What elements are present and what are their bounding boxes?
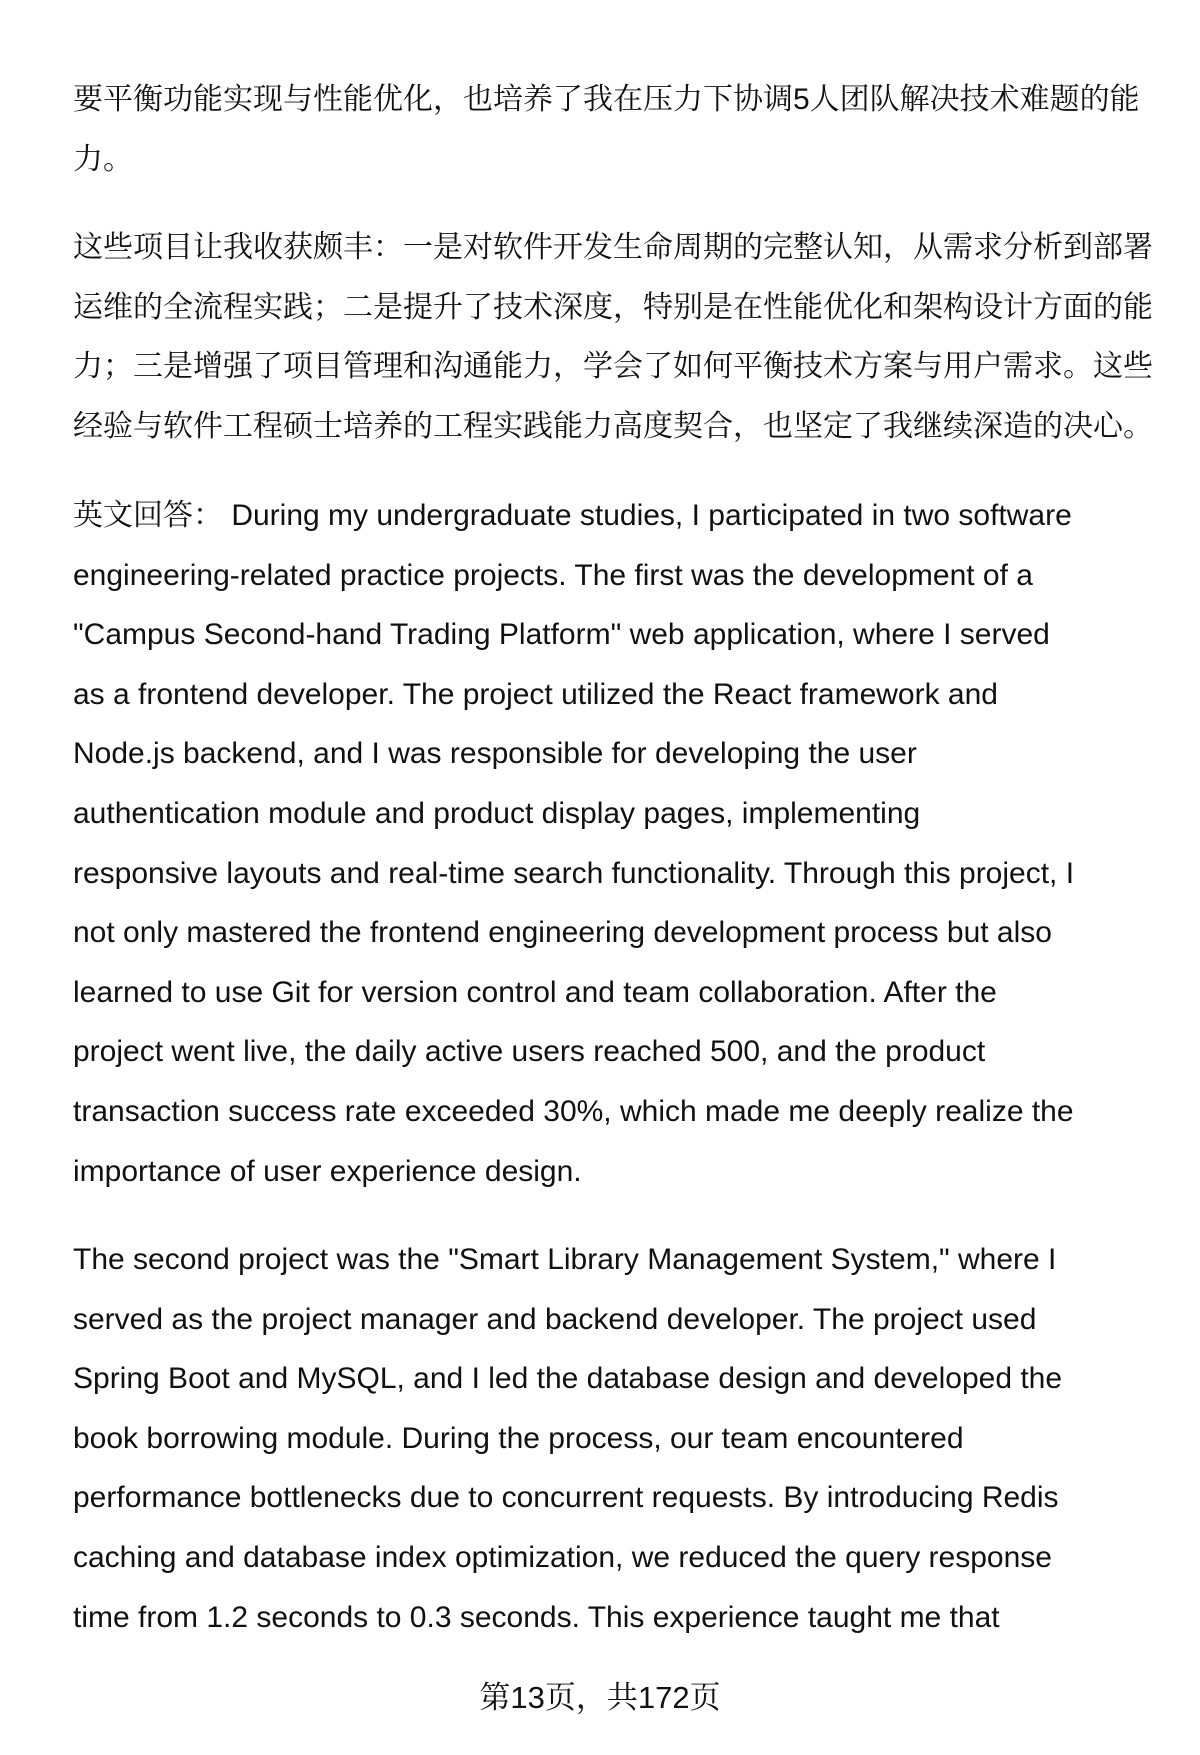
- text-line: 要平衡功能实现与性能优化，也培养了我在压力下协调5人团队解决技术难题的能: [73, 83, 1140, 116]
- text-line: served as the project manager and backend developer. The project used: [73, 1302, 1037, 1336]
- text-line: responsive layouts and real-time search functionality. Through this project, I: [73, 856, 1075, 890]
- paragraph-english-answer: [73, 486, 1173, 1201]
- text-line: "Campus Second-hand Trading Platform" web application, where I served: [73, 618, 1050, 652]
- paragraph-1: [73, 70, 1173, 189]
- text-line: not only mastered the frontend engineering development process but also: [73, 916, 1052, 950]
- text-line: authentication module and product display pages, implementing: [73, 796, 921, 830]
- text-line: learned to use Git for version control and team collaboration. After the: [73, 975, 997, 1009]
- paragraph-second-project: [73, 1230, 1173, 1647]
- text-line: Node.js backend, and I was responsible for developing the user: [73, 737, 917, 771]
- text-line: 这些项目让我收获颇丰：一是对软件开发生命周期的完整认知，从需求分析到部署: [73, 231, 1153, 264]
- text-line: 英文回答： During my undergraduate studies, I participated in two software: [73, 499, 1072, 532]
- text-line: 力。: [73, 142, 133, 176]
- text-line: 运维的全流程实践；二是提升了技术深度，特别是在性能优化和架构设计方面的能: [73, 290, 1153, 324]
- text-line: importance of user experience design.: [73, 1154, 582, 1188]
- text-line: performance bottlenecks due to concurrent requests. By introducing Redis: [73, 1481, 1059, 1515]
- text-line: transaction success rate exceeded 30%, which made me deeply realize the: [73, 1094, 1074, 1128]
- text-line: project went live, the daily active users reached 500, and the product: [73, 1035, 986, 1069]
- paragraph-2: [73, 218, 1173, 456]
- text-line: Spring Boot and MySQL, and I led the database design and developed the: [73, 1362, 1063, 1396]
- text-line: 经验与软件工程硕士培养的工程实践能力高度契合，也坚定了我继续深造的决心。: [73, 409, 1153, 443]
- page-number: 第13页，共172页: [479, 1680, 721, 1715]
- text-line: 力；三是增强了项目管理和沟通能力，学会了如何平衡技术方案与用户需求。这些: [73, 350, 1153, 384]
- text-line: caching and database index optimization, we reduced the query response: [73, 1540, 1052, 1574]
- text-line: book borrowing module. During the process, our team encountered: [73, 1421, 964, 1455]
- text-line: engineering-related practice projects. The first was the development of a: [73, 558, 1033, 592]
- text-line: as a frontend developer. The project utilized the React framework and: [73, 677, 998, 711]
- text-line: time from 1.2 seconds to 0.3 seconds. This experience taught me that: [73, 1600, 1000, 1634]
- text-line: The second project was the "Smart Library Management System," where I: [73, 1243, 1057, 1276]
